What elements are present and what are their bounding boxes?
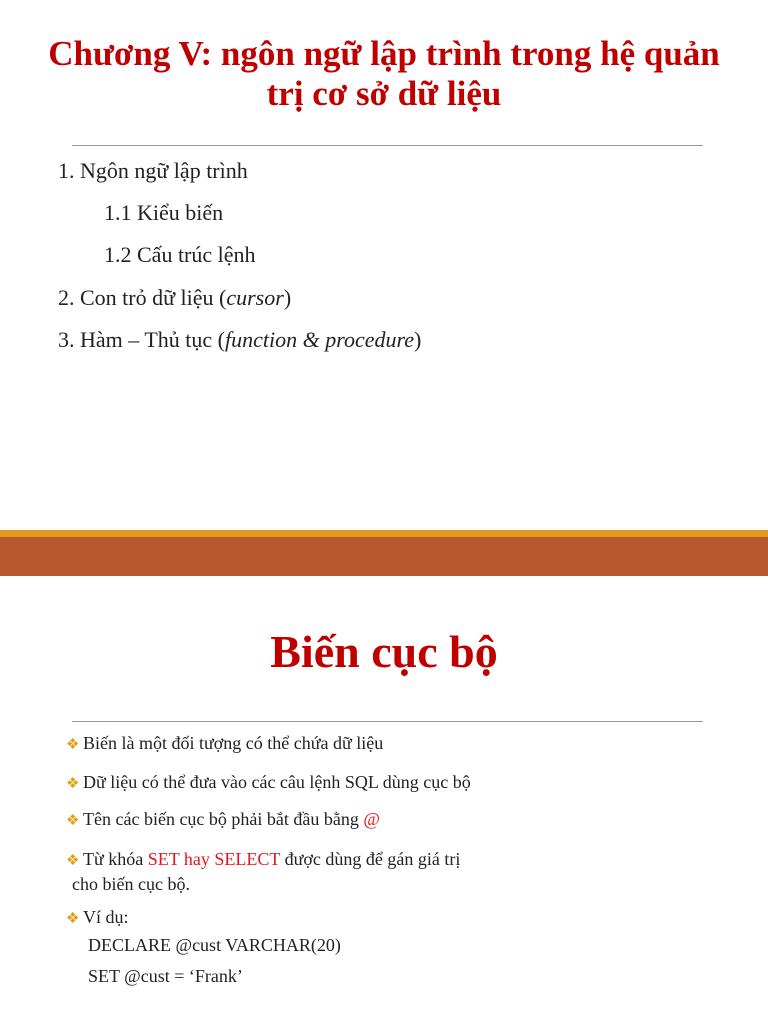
bullet-item (66, 771, 471, 796)
outline-item-function-prefix: 3. Hàm – Thủ tục ( (58, 327, 226, 352)
slide-title (0, 34, 768, 114)
title-divider (72, 145, 703, 146)
bullet-text: Biến là một đối tượng có thể chứa dữ liệu (83, 733, 384, 753)
outline-item-cursor-prefix: 2. Con trỏ dữ liệu ( (58, 285, 227, 310)
bullet-text-suffix: được dùng để gán giá trị (280, 849, 461, 869)
outline-item-function-suffix: ) (414, 327, 422, 352)
slide-separator-gold (0, 530, 768, 537)
outline-item-cursor (58, 284, 291, 312)
outline-item-function-term: function & procedure (225, 327, 415, 352)
bullet-item (66, 848, 460, 896)
at-symbol-highlight: @ (363, 809, 380, 829)
slide-title: Biến cục bộ (270, 626, 498, 677)
bullet-text-continuation: cho biến cục bộ. (72, 874, 190, 894)
bullet-item (66, 808, 380, 833)
outline-item-variable-types: 1.1 Kiểu biến (104, 200, 224, 225)
title-line-1: Chương V: ngôn ngữ lập trình trong hệ quản (48, 34, 720, 73)
outline-item-statement-structure: 1.2 Cấu trúc lệnh (104, 242, 256, 267)
bullet-text: Tên các biến cục bộ phải bắt đầu bằng (83, 809, 364, 829)
bullet-text: Ví dụ: (83, 907, 129, 927)
bullet-item (66, 906, 129, 931)
code-line-set: SET @cust = ‘Frank’ (88, 966, 243, 986)
keyword-highlight: SET hay SELECT (147, 849, 281, 869)
diamond-bullet-icon: ❖ (66, 853, 80, 869)
title-divider (72, 721, 703, 722)
slide-local-variables (0, 576, 768, 1024)
bullet-text-prefix: Từ khóa (83, 849, 148, 869)
diamond-bullet-icon: ❖ (66, 737, 80, 753)
diamond-bullet-icon: ❖ (66, 911, 80, 927)
diamond-bullet-icon: ❖ (66, 813, 80, 829)
bullet-item (66, 732, 383, 757)
slide-separator-orange (0, 537, 768, 576)
diamond-bullet-icon: ❖ (66, 776, 80, 792)
outline-item-cursor-term: cursor (226, 285, 284, 310)
outline-item-cursor-suffix: ) (283, 285, 292, 310)
title-line-2: trị cơ sở dữ liệu (266, 74, 502, 113)
outline-item-programming-language: 1. Ngôn ngữ lập trình (58, 158, 248, 183)
bullet-text: Dữ liệu có thể đưa vào các câu lệnh SQL dùng cục bộ (83, 772, 471, 792)
outline-item-function-procedure (58, 326, 421, 354)
code-line-declare: DECLARE @cust VARCHAR(20) (88, 935, 341, 955)
